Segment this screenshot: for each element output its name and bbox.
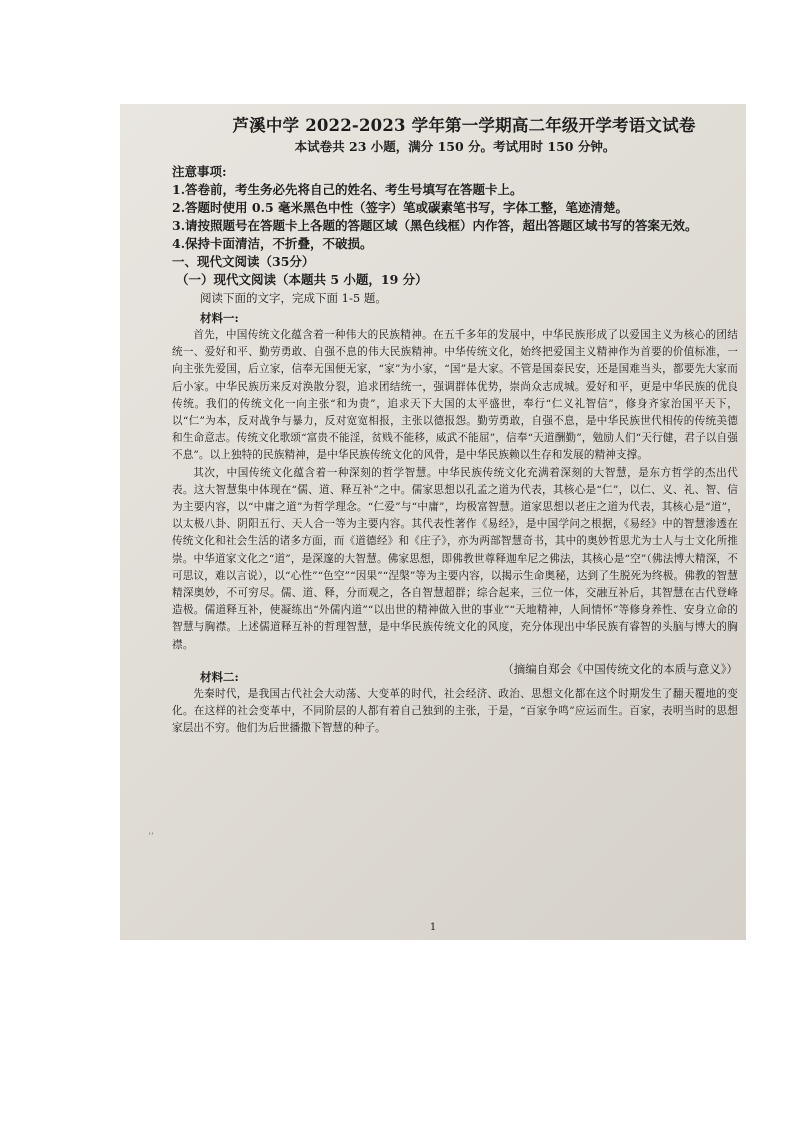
material-1-paragraph: 其次，中国传统文化蕴含着一种深刻的哲学智慧。中华民族传统文化充满着深刻的大智慧，是东方哲学的杰出代表。这大智慧集中体现在“儒、道、释互补”之中。儒家思想以孔孟之道为代表，其核心是“仁”，以仁、义、礼、智、信为主要内容，以“中庸之道”为哲学理念。“仁爱”与“中庸”，均极富智慧。道家思想以老庄之道为代表，其核心是“道”，以太极八卦、阴阳五行、天人合一等为主要内容。其代表性著作《易经》，是中国学问之根据，《易经》中的智慧渗透在传统文化和社会生活的诸多方面，而《道德经》和《庄子》，亦为两部智慧奇书，其中的奥妙哲思尤为士人与士文化所推崇。中华道家文化之“道”，是深邃的大智慧。佛家思想，即佛教世尊释迦牟尼之佛法，其核心是“空”（佛法博大精深，不可思议，难以言说），以“心性”“色空”“因果”“涅槃”等为主要内容，以揭示生命奥秘，达到了生脱死为终极。佛教的智慧精深奥妙，不可穷尽。儒、道、释，分而观之，各自智慧超群；综合起来，三位一体，交融互补后，其智慧在古代登峰造极。儒道释互补，使凝练出“外儒内道”“以出世的精神做入世的事业”“天地精神，人间情怀”等修身养性、安身立命的智慧与胸襟。上述儒道释互补的哲理智慧，是中华民族传统文化的风度，充分体现出中华民族有睿智的头脑与博大的胸襟。 xyxy=(172,466,738,651)
note-item-3: 3.请按照题号在答题卡上各题的答题区域（黑色线框）内作答，超出答题区域书写的答案无效。 xyxy=(172,218,698,233)
page-number: 1 xyxy=(429,922,437,933)
note-item-1: 1.答卷前，考生务必先将自己的姓名、考生号填写在答题卡上。 xyxy=(172,182,523,197)
exam-paper-photo xyxy=(120,104,746,940)
material-1-source: （摘编自郑会《中国传统文化的本质与意义》） xyxy=(502,661,738,676)
material-2-label: 材料二: xyxy=(200,669,239,684)
reading-instruction: 阅读下面的文字，完成下面 1-5 题。 xyxy=(200,291,387,305)
exam-subtitle: 本试卷共 23 小题，满分 150 分。考试用时 150 分钟。 xyxy=(294,139,616,154)
part-title: （一）现代文阅读（本题共 5 小题，19 分） xyxy=(176,272,428,287)
exam-content xyxy=(172,112,738,737)
material-1-paragraph: 首先，中国传统文化蕴含着一种伟大的民族精神。在五千多年的发展中，中华民族形成了以爱国主义为核心的团结统一、爱好和平、勤劳勇敢、自强不息的伟大民族精神。中华传统文化，始终把爱国主义精神作为首要的价值标准，一向主张先爱国，后立家，信奉无国便无家，“家”为小家，“国”是大家。不管是国泰民安，还是国难当头，都要先大家而后小家。中华民族历来反对涣散分裂，追求团结统一，强调群体优势，崇尚众志成城。爱好和平，更是中华民族的优良传统。我们的传统文化一向主张“和为贵”，追求天下大国的太平盛世，奉行“仁义礼智信”，修身齐家治国平天下，以“仁”为本，反对战争与暴力，反对宽宽相报，主张以德报怨。勤劳勇敢，自强不息，是中华民族世代相传的传统美德和生命意志。传统文化歌颂“富贵不能淫，贫贱不能移，威武不能屈”，信奉“天道酬勤”，勉励人们“天行健，君子以自强不息”。以上独特的民族精神，是中华民族传统文化的风骨，是中华民族赖以生存和发展的精神支撑。 xyxy=(172,329,738,462)
scan-mark: ‘‘ xyxy=(148,832,154,842)
exam-title: 芦溪中学 2022-2023 学年第一学期高二年级开学考语文试卷 xyxy=(232,116,696,135)
note-item-2: 2.答题时使用 0.5 毫米黑色中性（签字）笔或碳素笔书写，字体工整，笔迹清楚。 xyxy=(172,200,629,215)
notes-heading: 注意事项: xyxy=(172,164,227,179)
material-2-paragraph: 先秦时代，是我国古代社会大动荡、大变革的时代，社会经济、政治、思想文化都在这个时期发生了翻天覆地的变化。在这样的社会变革中，不同阶层的人都有着自己独到的主张，于是，“百家争鸣”应运而生。百家，表明当时的思想家层出不穷。他们为后世播撒下智慧的种子。 xyxy=(172,687,738,735)
section-title: 一、现代文阅读（35分） xyxy=(172,254,315,269)
note-item-4: 4.保持卡面清洁，不折叠，不破损。 xyxy=(172,236,373,251)
material-1-label: 材料一: xyxy=(200,311,239,325)
